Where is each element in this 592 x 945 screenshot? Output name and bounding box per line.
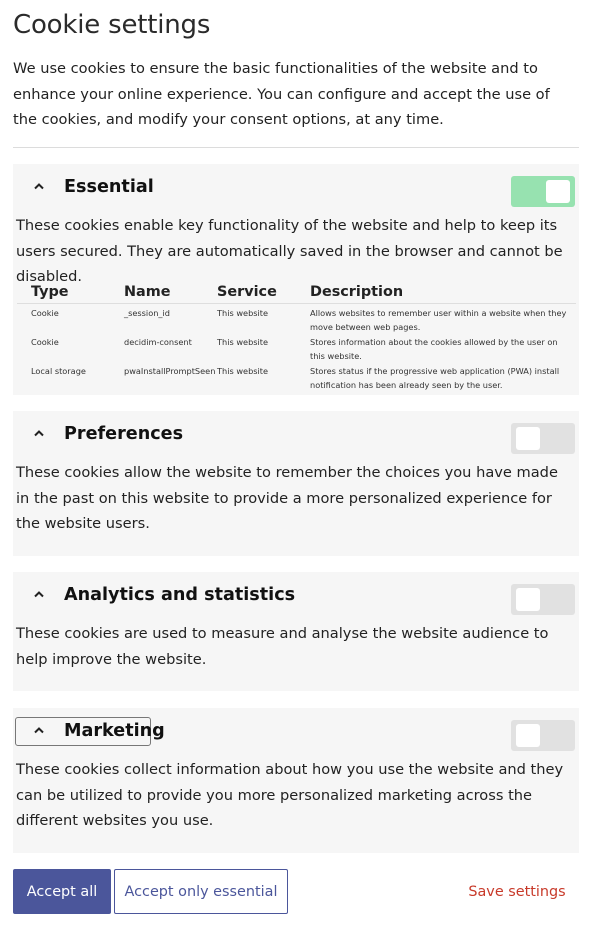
category-title: Analytics and statistics <box>64 585 296 605</box>
cell-service: This website <box>217 366 269 376</box>
cell-type: Cookie <box>31 308 59 318</box>
table-header <box>17 282 576 304</box>
category-marketing <box>13 708 579 853</box>
category-header-preferences[interactable] <box>13 411 579 463</box>
toggle-knob <box>546 180 570 203</box>
table-row <box>17 304 576 333</box>
category-description: These cookies allow the website to remember the choices you have made in the past on this website to provide a more personalized experience for the website users. <box>16 464 558 532</box>
column-header-name: Name <box>124 284 171 300</box>
accept-essential-button[interactable]: Accept only essential <box>114 869 288 914</box>
category-description: These cookies enable key functionality of the website and help to keep its users secured. They are automatically saved in the browser and cannot be disabled. <box>16 217 563 285</box>
chevron-up-icon[interactable] <box>32 179 46 193</box>
dialog-title: Cookie settings <box>13 10 211 40</box>
toggle-switch-analytics[interactable] <box>511 584 575 615</box>
cell-description: Stores information about the cookies allowed by the user on this website. <box>310 337 558 361</box>
save-settings-button[interactable]: Save settings <box>462 869 572 914</box>
table-row <box>17 362 576 391</box>
category-analytics <box>13 572 579 691</box>
chevron-up-icon[interactable] <box>32 426 46 440</box>
cell-description: Allows websites to remember user within a website when they move between web pages. <box>310 308 567 332</box>
cell-description: Stores status if the progressive web application (PWA) install notification has been already seen by the user. <box>310 366 560 390</box>
cell-name: _session_id <box>124 308 170 318</box>
category-header-essential[interactable] <box>13 164 579 216</box>
category-header-marketing[interactable] <box>13 708 579 760</box>
cell-service: This website <box>217 308 269 318</box>
column-header-service: Service <box>217 284 277 300</box>
table-row <box>17 333 576 362</box>
cell-name: pwaInstallPromptSeen <box>124 366 216 376</box>
toggle-knob <box>516 724 540 747</box>
category-description: These cookies are used to measure and analyse the website audience to help improve the website. <box>16 625 549 668</box>
column-header-type: Type <box>31 284 69 300</box>
chevron-up-icon[interactable] <box>32 723 46 737</box>
cookie-table <box>17 282 576 391</box>
category-title: Preferences <box>64 424 184 444</box>
accept-all-button[interactable]: Accept all <box>13 869 111 914</box>
category-essential <box>13 164 579 395</box>
toggle-switch-marketing[interactable] <box>511 720 575 751</box>
column-header-description: Description <box>310 284 404 300</box>
toggle-switch-preferences[interactable] <box>511 423 575 454</box>
divider <box>13 147 579 148</box>
intro-text: We use cookies to ensure the basic functionalities of the website and to enhance your online experience. You can configure and accept the use of the cookies, and modify your consent options, at any time. <box>13 60 550 128</box>
category-preferences <box>13 411 579 556</box>
cell-service: This website <box>217 337 269 347</box>
cell-name: decidim-consent <box>124 337 192 347</box>
category-title: Essential <box>64 177 154 197</box>
cell-type: Cookie <box>31 337 59 347</box>
cell-type: Local storage <box>31 366 86 376</box>
category-header-analytics[interactable] <box>13 572 579 624</box>
category-description: These cookies collect information about how you use the website and they can be utilized to provide you more personalized marketing across the different websites you use. <box>16 761 564 829</box>
toggle-switch-essential[interactable] <box>511 176 575 207</box>
category-title: Marketing <box>64 721 165 741</box>
toggle-knob <box>516 427 540 450</box>
chevron-up-icon[interactable] <box>32 587 46 601</box>
toggle-knob <box>516 588 540 611</box>
